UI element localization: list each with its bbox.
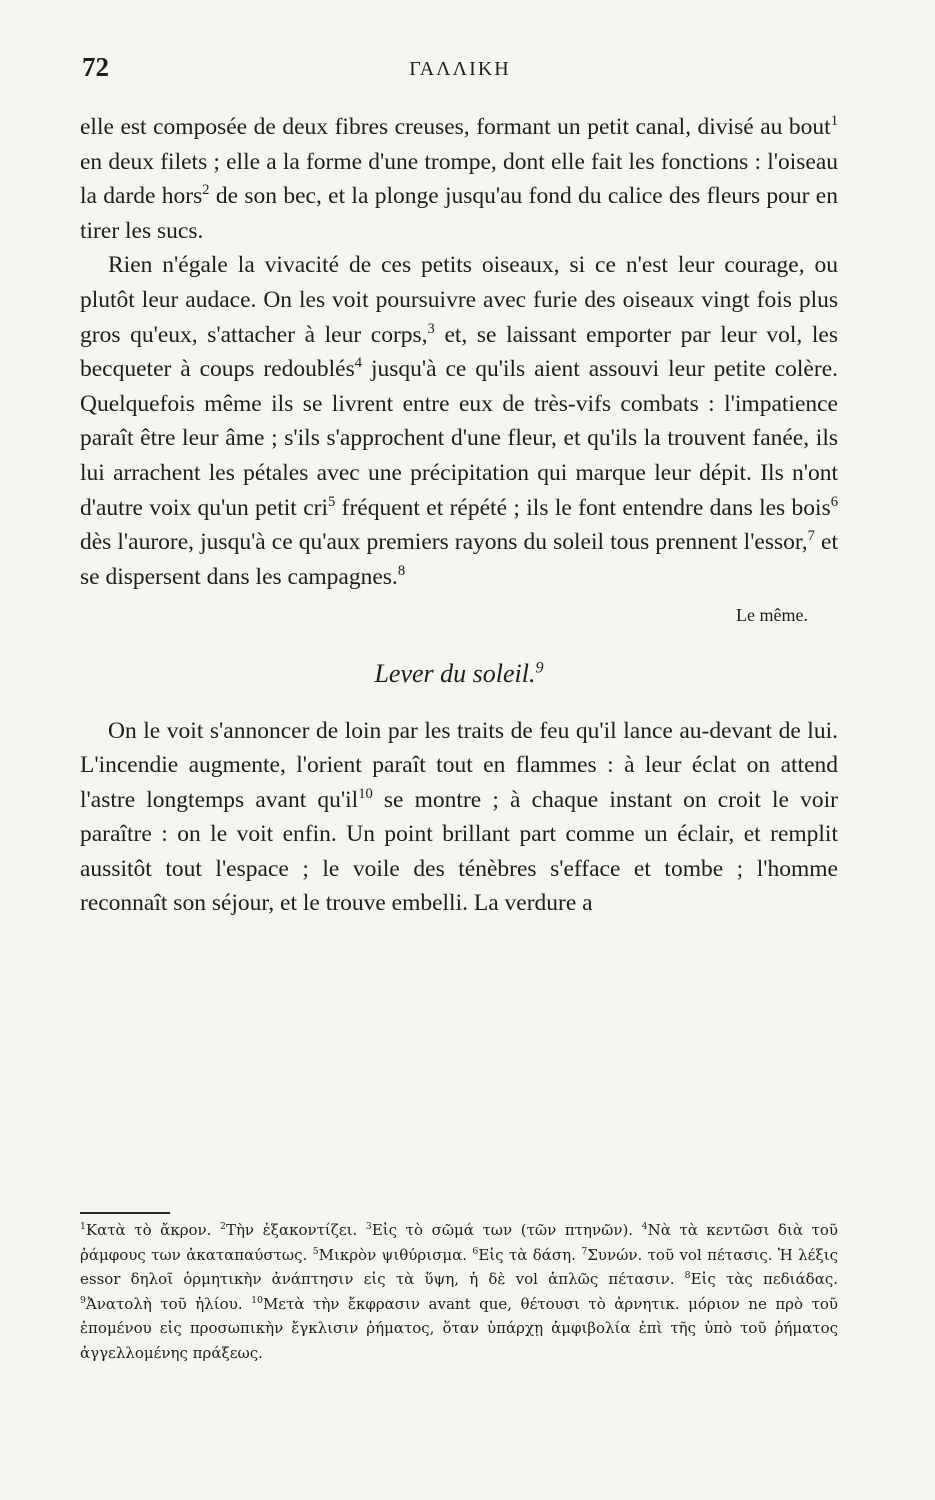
footnote-number: 6 xyxy=(472,1245,479,1257)
footnote-number: 3 xyxy=(365,1221,372,1232)
footnote-ref: 10 xyxy=(358,785,373,802)
footnote-text: Συνών. τοῦ vol πέτασις. Ἡ λέξις essor δηλοῖ ὁρμητικὴν ἀνάπτησιν εἰς τὰ ὕψη, ἡ δὲ vol ἁπλῶς πέτασιν. xyxy=(80,1245,839,1289)
footnote-number: 8 xyxy=(684,1270,691,1282)
footnote-number: 5 xyxy=(312,1245,319,1257)
footnotes xyxy=(80,1218,838,1366)
page-number: 72 xyxy=(82,52,109,82)
footnote-text: Τὴν ἐξακοντίζει. xyxy=(225,1221,366,1239)
footnote-ref: 4 xyxy=(354,355,363,372)
footnote-ref: 2 xyxy=(202,182,210,199)
paragraph-2: Rien n'égale la vivacité de ces petits oiseaux, si ce n'est leur courage, ou plutôt leur audace. On les voit poursuivre avec furie des oiseaux vingt fois plus gros qu'eux, s'attacher à leur corps,$^3$ et, se laissant emporter par leur vol, les becqueter à coups redoublés$^4$ jusqu'à ce qu'ils aient assouvi leur petite colère. Quelquefois même ils se livrent entre eux de très-vifs combats : l'impatience paraît être leur âme ; s'ils s'approchent d'une fleur, et qu'ils la trouvent fanée, ils lui arrachent les pétales avec une précipitation qui marque leur dépit. Ils n'ont d'autre voix qu'un petit cri$^5$ fréquent et répété ; ils le font entendre dans les bois$^6$ dès l'aurore, jusqu'à ce qu'aux premiers rayons du soleil tous prennent l'essor,$^7$ et se dispersent dans les campagnes.$^8$ xyxy=(80,252,839,590)
footnote-ref: 5 xyxy=(327,493,336,510)
footnote-ref: 7 xyxy=(807,528,815,545)
footnote-ref: 3 xyxy=(427,320,435,337)
footnote-text: Κατὰ τὸ ἄκρον. xyxy=(85,1221,221,1239)
footnote-number: 2 xyxy=(220,1221,226,1232)
footnote-ref: 1 xyxy=(830,113,838,130)
section-title: Lever du soleil.$^9$ xyxy=(374,658,544,688)
paragraph-3: On le voit s'annoncer de loin par les traits de feu qu'il lance au-devant de lui. L'incendie augmente, l'orient paraît tout en flammes : à leur éclat on attend l'astre longtemps avant $qu'il^{10}$ se montre ; à chaque instant on croit le voir paraître : on le voit enfin. Un point brillant part comme un éclair, et remplit aussitôt tout l'espace ; le voile des ténèbres s'efface et tombe ; l'homme reconnaît son séjour, et le trouve embelli. La verdure a xyxy=(80,717,838,917)
footnote-number: 10 xyxy=(251,1294,263,1306)
footnote-text: Εἰς τὰ δάση. xyxy=(478,1245,582,1264)
footnote-number: 9 xyxy=(80,1294,86,1306)
footnote-text: Εἰς τὸ σῶμά των (τῶν πτηνῶν). xyxy=(371,1221,642,1239)
page-header xyxy=(80,52,840,88)
footnote-number: 7 xyxy=(581,1245,588,1257)
footnote-ref: 6 xyxy=(830,493,839,510)
footnote-text: Μικρὸν ψιθύρισμα. xyxy=(318,1245,473,1264)
footnote-ref: 9 xyxy=(535,659,544,677)
footnote-block xyxy=(80,1218,838,1366)
footnote-text: Νὰ τὰ κεντῶσι διὰ τοῦ ῥάμφους των ἀκαταπαύστως. xyxy=(80,1221,839,1264)
footnote-divider xyxy=(80,1212,170,1214)
running-title: ΓΑΛΛΙΚΗ xyxy=(409,58,511,80)
footnote-text: Εἰς τὰς πεδιάδας. xyxy=(690,1270,838,1289)
footnote-ref: 8 xyxy=(397,562,406,579)
footnote-number: 4 xyxy=(641,1221,648,1232)
footnote-text: Ἀνατολὴ τοῦ ἡλίου. xyxy=(85,1294,252,1313)
footnote-number: 1 xyxy=(80,1221,86,1232)
attribution: Le même. xyxy=(736,605,808,626)
main-text xyxy=(80,110,838,921)
footnote-text: Μετὰ τὴν ἔκφρασιν avant que, θέτουσι τὸ ἀρνητικ. μόριον ne πρὸ τοῦ ἑπομένου εἰς προσωπικὴν ἔγκλισιν ῥήματος, ὅταν ὑπάρχῃ ἀμφιβολία ἐπὶ τῆς ὑπὸ τοῦ ῥήματος ἀγγελλομένης πράξεως. xyxy=(80,1294,838,1362)
paragraph-1: elle est composée de deux fibres creuses, formant un petit canal, divisé au bout$^1$ en deux filets ; elle a la forme d'une trompe, dont elle fait les fonctions : l'oiseau la darde hors$^2$ de son bec, et la plonge jusqu'au fond du calice des fleurs pour en tirer les sucs. xyxy=(80,113,838,244)
